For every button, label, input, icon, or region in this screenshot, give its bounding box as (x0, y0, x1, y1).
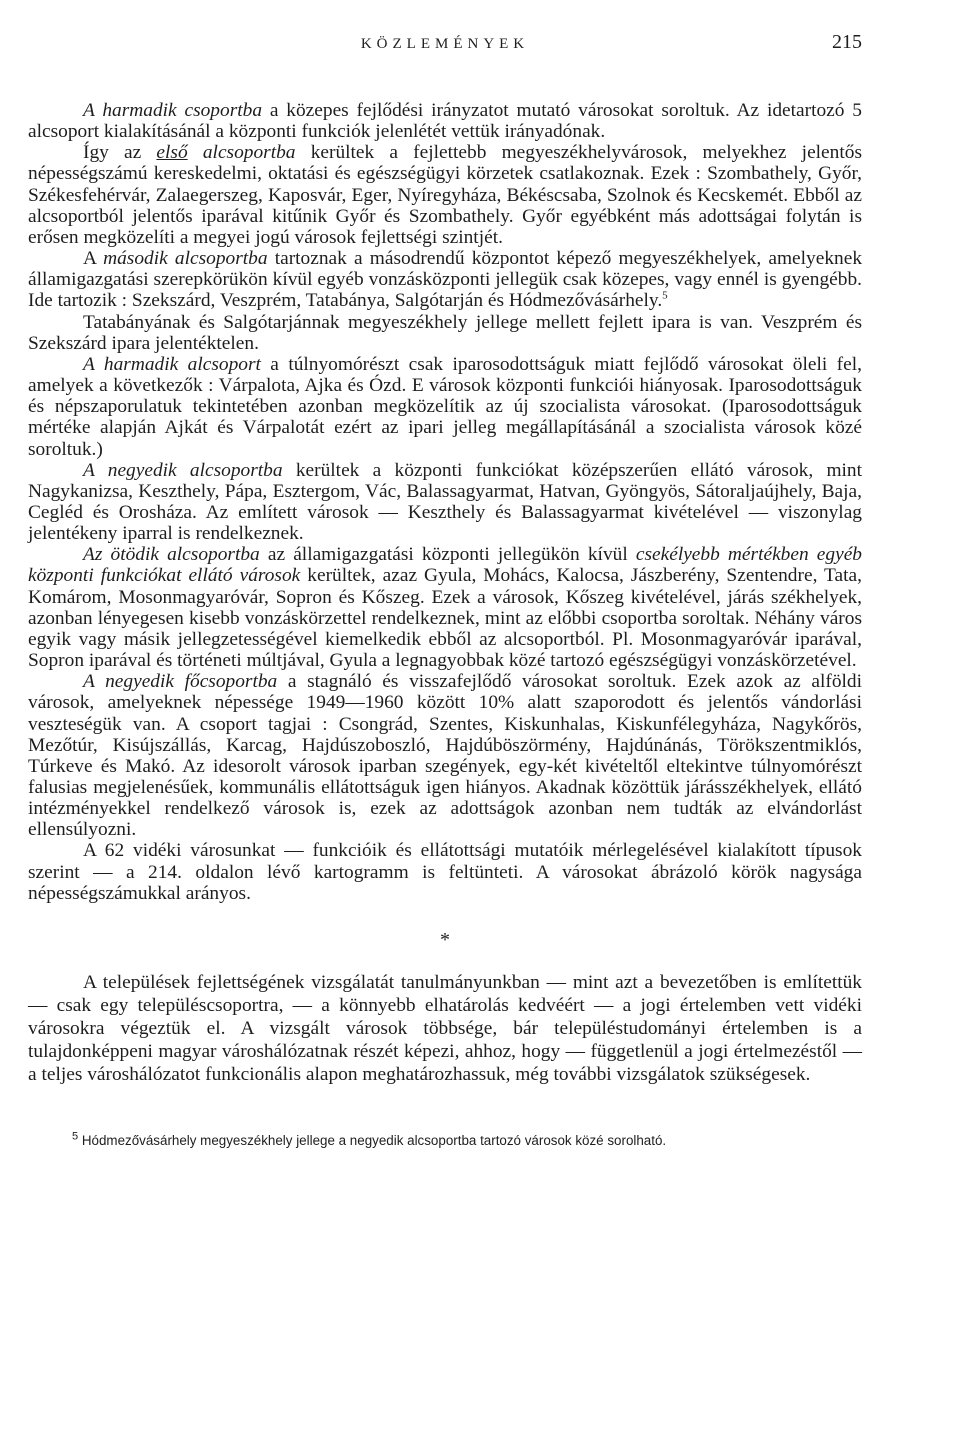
text-run: a közepes fejlődési irányzatot mutató városokat soroltuk. Az idetartozó 5 alcsoport kialakításánál a központi funkciók jelenlétét vettük irányadónak. (28, 100, 863, 143)
running-head: KÖZLEMÉNYEK (360, 36, 530, 52)
footnotes (28, 1132, 862, 1149)
footnote-marker: 5 (72, 1131, 79, 1143)
text-run: A települések fejlettségének vizsgálatát tanulmányunkban — mint azt a bevezetőben is említettük — csak egy településcsoportra, — a könnyebb elhatárolás kedvéért — a jogi értelemben vett vidéki városokra végeztük el. A vizsgált városok többsége, bár településtudományi értelemben is a tulajdonképpeni magyar városhálózatnak részét képezi, ahhoz, hogy — függetlenül a jogi értelmezéstől — a teljes városhálózatot funkcionális alapon meghatározhassuk, még további vizsgálatok szükségesek. (28, 971, 862, 1085)
text-run: A 62 vidéki városunkat — funkcióik és ellátottsági mutatóik mérlegelésével kialakított típusok szerint — a 214. oldalon lévő kartogramm is feltünteti. A városokat ábrázoló körök nagysága népességszámukkal arányos. (28, 840, 862, 904)
text-run: Így az (83, 142, 157, 164)
page-header (28, 22, 862, 56)
emphasis: alcsoportba (202, 142, 296, 164)
paragraph (28, 840, 862, 903)
paragraph (28, 312, 862, 354)
emphasis: A harmadik csoportba (83, 100, 263, 121)
emphasis: Az ötödik alcsoportba (83, 544, 260, 566)
emphasis: első (156, 142, 188, 164)
paragraph (28, 354, 862, 460)
text-run: A (83, 248, 104, 270)
text-run: kerültek a fejlettebb megyeszékhelyvárosok, melyekhez jelentős népességszámú kereskedelmi, oktatási és egészségügyi körzetek csatlakoznak. Ezek : Szombathely, Győr, Székesfehérvár, Zalaegerszeg, Kaposvár, Eger, Nyíregyháza, Békéscsaba, Szolnok és Kecskemét. Ebből az alcsoportból jelentős iparával kitűnik Győr és Szombathely. Győr egyébként más adottságai folytán is erősen megközelíti a megyei jogú városok fejlettségi szintjét. (28, 142, 862, 248)
paragraph (28, 460, 862, 545)
paragraph (28, 671, 862, 840)
footnote (28, 1132, 862, 1149)
text-run: az államigazgatási központi jellegükön kívül (259, 544, 636, 566)
footnote-text: Hódmezővásárhely megyeszékhely jellege a negyedik alcsoportba tartozó városok közé sorolható. (78, 1133, 667, 1149)
footnote-reference: 5 (662, 289, 668, 302)
paragraph (28, 142, 862, 248)
document-page (28, 22, 862, 1149)
closing-section (28, 972, 862, 1087)
section-separator: * (440, 928, 450, 951)
paragraph (28, 248, 862, 311)
text-run: a stagnáló és visszafejlődő városokat soroltuk. Ezek azok az alföldi városok, amelyeknek népessége 1949—1960 között 10% alatt szaporodott és jelentős vándorlási veszteségük van. A csoport tagjai : Csongrád, Szentes, Kiskunhalas, Kiskunfélegyháza, Nagykőrös, Mezőtúr, Kisújszállás, Karcag, Hajdúszoboszló, Hajdúböszörmény, Hajdúnánás, Törökszentmiklós, Túrkeve és Makó. Az idesorolt városok iparban szegények, egy-két kivételtől eltekintve túlnyomórészt falusias megjelenésűek, kommunális ellátottságuk igen hiányos. Akadnak közöttük járásszékhelyek, ellátó intézményekkel rendelkező városok is, ezek az adottságok azonban nem tudták az elvándorlást ellensúlyozni. (28, 671, 863, 841)
text-run: a túlnyomórészt csak iparosodottságuk miatt fejlődő városokat öleli fel, amelyek a következők : Várpalota, Ajka és Ózd. E városok központi funkciói hiányosak. Iparosodottságuk és népszaporulatuk tekintetében azonban megközelítik az új szocialista városokat. (Iparosodottságuk mértéke alapján Ajkát és Várpalotát ezért az ipari jelleg megállapításánál a szocialista városok közé soroltuk.) (28, 353, 862, 460)
emphasis: A negyedik alcsoportba (83, 459, 283, 481)
emphasis: csekélyebb mértékben egyéb központi funkciókat ellátó városok (28, 544, 863, 587)
paragraph (28, 544, 862, 671)
body-text (28, 100, 862, 904)
text-run: Tatabányának és Salgótarjánnak megyeszékhely jellege mellett fejlett ipara is van. Veszprém és Szekszárd ipara jelentéktelen. (28, 311, 862, 354)
emphasis: A negyedik főcsoportba (83, 671, 278, 693)
page-number: 215 (832, 31, 862, 53)
text-run: kerültek a központi funkciókat középszerűen ellátó városok, mint Nagykanizsa, Keszthely, Pápa, Esztergom, Vác, Balassagyarmat, Hatvan, Gyöngyös, Sátoraljaújhely, Baja, Cegléd és Orosháza. Az említett városok — Keszthely és Balassagyarmat kivételével — viszonylag jelentékeny iparral is rendelkeznek. (28, 459, 862, 545)
text-run: kerültek, azaz Gyula, Mohács, Kalocsa, Jászberény, Szentendre, Tata, Komárom, Mosonmagyaróvár, Sopron és Kőszeg. Ezek a városok, Kőszeg kivételével, járás székhelyek, azonban lényegesen kisebb vonzáskörzettel rendelkeznek, mint az előbbi csoportba soroltak. Néhány város egyik vagy másik jellegzetességével kiemelkedik ebből az alcsoportból. Pl. Mosonmagyaróvár iparával, Sopron iparával és történeti múltjával, Gyula a legnagyobbak közé tartozó egészségügyi vonzáskörzetével. (28, 565, 862, 672)
paragraph (28, 972, 862, 1087)
emphasis: A harmadik alcsoport (83, 353, 261, 375)
text-run: tartoznak a másodrendű központot képező megyeszékhelyek, amelyeknek államigazgatási szerepkörükön kívül egyéb vonzásközponti jellegük csak közepes, vagy ennél is gyengébb. Ide tartozik : Szekszárd, Veszprém, Tatabánya, Salgótarján és Hódmezővásárhely. (28, 248, 863, 312)
paragraph (28, 100, 862, 142)
emphasis: második alcsoportba (103, 248, 268, 270)
